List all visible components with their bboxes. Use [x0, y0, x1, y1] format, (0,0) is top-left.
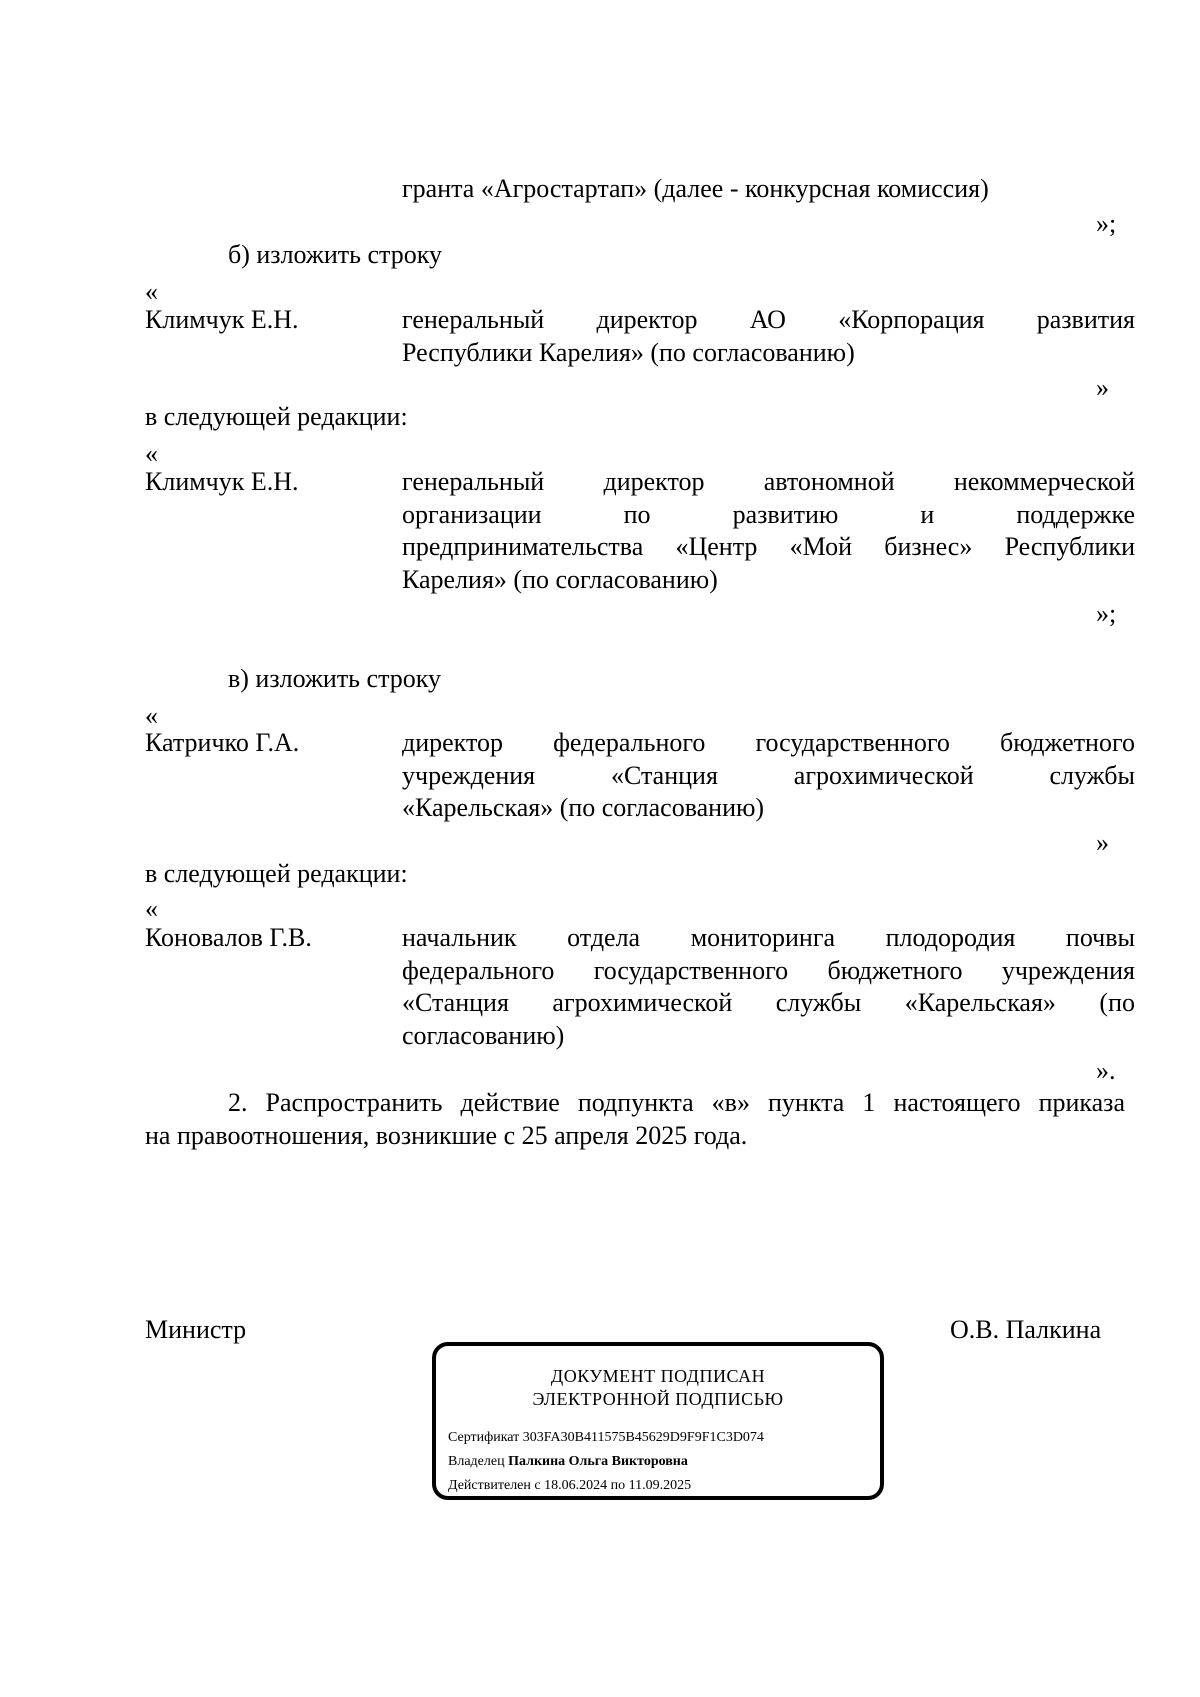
- stamp-valid-to-label: по: [610, 1478, 626, 1493]
- description-line: директор федерального государственного бюджетного: [402, 728, 1135, 757]
- paragraph-2-line: на правоотношения, возникшие с 25 апреля 2025 года.: [145, 1121, 748, 1150]
- open-quote: «: [145, 277, 158, 306]
- member-description: [402, 466, 1135, 596]
- stamp-certificate: [448, 1430, 764, 1446]
- close-quote: »: [1096, 373, 1109, 402]
- paragraph-2: [145, 1086, 1125, 1152]
- member-name: Коновалов Г.В.: [145, 923, 312, 952]
- close-quote: »;: [1096, 209, 1117, 238]
- paragraph-2-line: 2. Распространить действие подпункта «в» пункта 1 настоящего приказа: [228, 1088, 1125, 1117]
- signature-position: Министр: [145, 1315, 247, 1344]
- description-line: «Станция агрохимической службы «Карельская» (по: [402, 988, 1135, 1017]
- stamp-certificate-value: 303FA30B411575B45629D9F9F1C3D074: [522, 1430, 764, 1445]
- stamp-owner: [448, 1454, 688, 1470]
- description-line: генеральный директор автономной некоммерческой: [402, 467, 1135, 496]
- description-line: учреждения «Станция агрохимической службы: [402, 760, 1135, 790]
- stamp-owner-label: Владелец: [448, 1454, 505, 1469]
- new-edition-label: в следующей редакции:: [145, 402, 408, 431]
- description-line: организации по развитию и поддержке: [402, 499, 1135, 529]
- open-quote: «: [145, 701, 158, 730]
- stamp-certificate-label: Сертификат: [448, 1430, 520, 1445]
- stamp-valid-from: 18.06.2024: [544, 1478, 608, 1493]
- member-name: Климчук Е.Н.: [145, 467, 299, 496]
- description-line: предпринимательства «Центр «Мой бизнес» Республики: [402, 532, 1135, 561]
- member-name: Катричко Г.А.: [145, 728, 300, 757]
- signature-name: О.В. Палкина: [950, 1315, 1102, 1344]
- open-quote: «: [145, 439, 158, 468]
- member-description: [402, 922, 1135, 1052]
- stamp-owner-value: Палкина Ольга Викторовна: [508, 1454, 688, 1469]
- electronic-signature-stamp: [432, 1342, 884, 1500]
- open-quote: «: [145, 894, 158, 923]
- description-line: начальник отдела мониторинга плодородия почвы: [402, 923, 1135, 952]
- description-line: генеральный директор АО «Корпорация развития: [402, 305, 1135, 334]
- stamp-title-line: ЭЛЕКТРОННОЙ ПОДПИСЬЮ: [532, 1389, 784, 1409]
- member-description: [402, 304, 1135, 369]
- member-description: [402, 727, 1135, 825]
- stamp-title-line: ДОКУМЕНТ ПОДПИСАН: [550, 1366, 766, 1386]
- new-edition-label: в следующей редакции:: [145, 859, 408, 888]
- stamp-valid-label: Действителен с: [448, 1478, 541, 1493]
- close-quote: ».: [1096, 1056, 1116, 1085]
- description-line: Карелия» (по согласованию): [402, 564, 718, 594]
- stamp-valid-to: 11.09.2025: [628, 1478, 692, 1493]
- member-name: Климчук Е.Н.: [145, 305, 299, 334]
- description-line: согласованию): [402, 1020, 565, 1050]
- description-line: федерального государственного бюджетного учреждения: [402, 955, 1135, 985]
- opening-line: гранта «Агростартап» (далее - конкурсная комиссия): [402, 174, 989, 203]
- close-quote: »: [1096, 828, 1109, 857]
- section-b-heading: б) изложить строку: [228, 240, 442, 269]
- stamp-validity: [448, 1478, 691, 1494]
- close-quote: »;: [1096, 599, 1117, 628]
- section-c-heading: в) изложить строку: [228, 664, 442, 693]
- description-line: «Карельская» (по согласованию): [402, 793, 765, 822]
- description-line: Республики Карелия» (по согласованию): [402, 337, 855, 367]
